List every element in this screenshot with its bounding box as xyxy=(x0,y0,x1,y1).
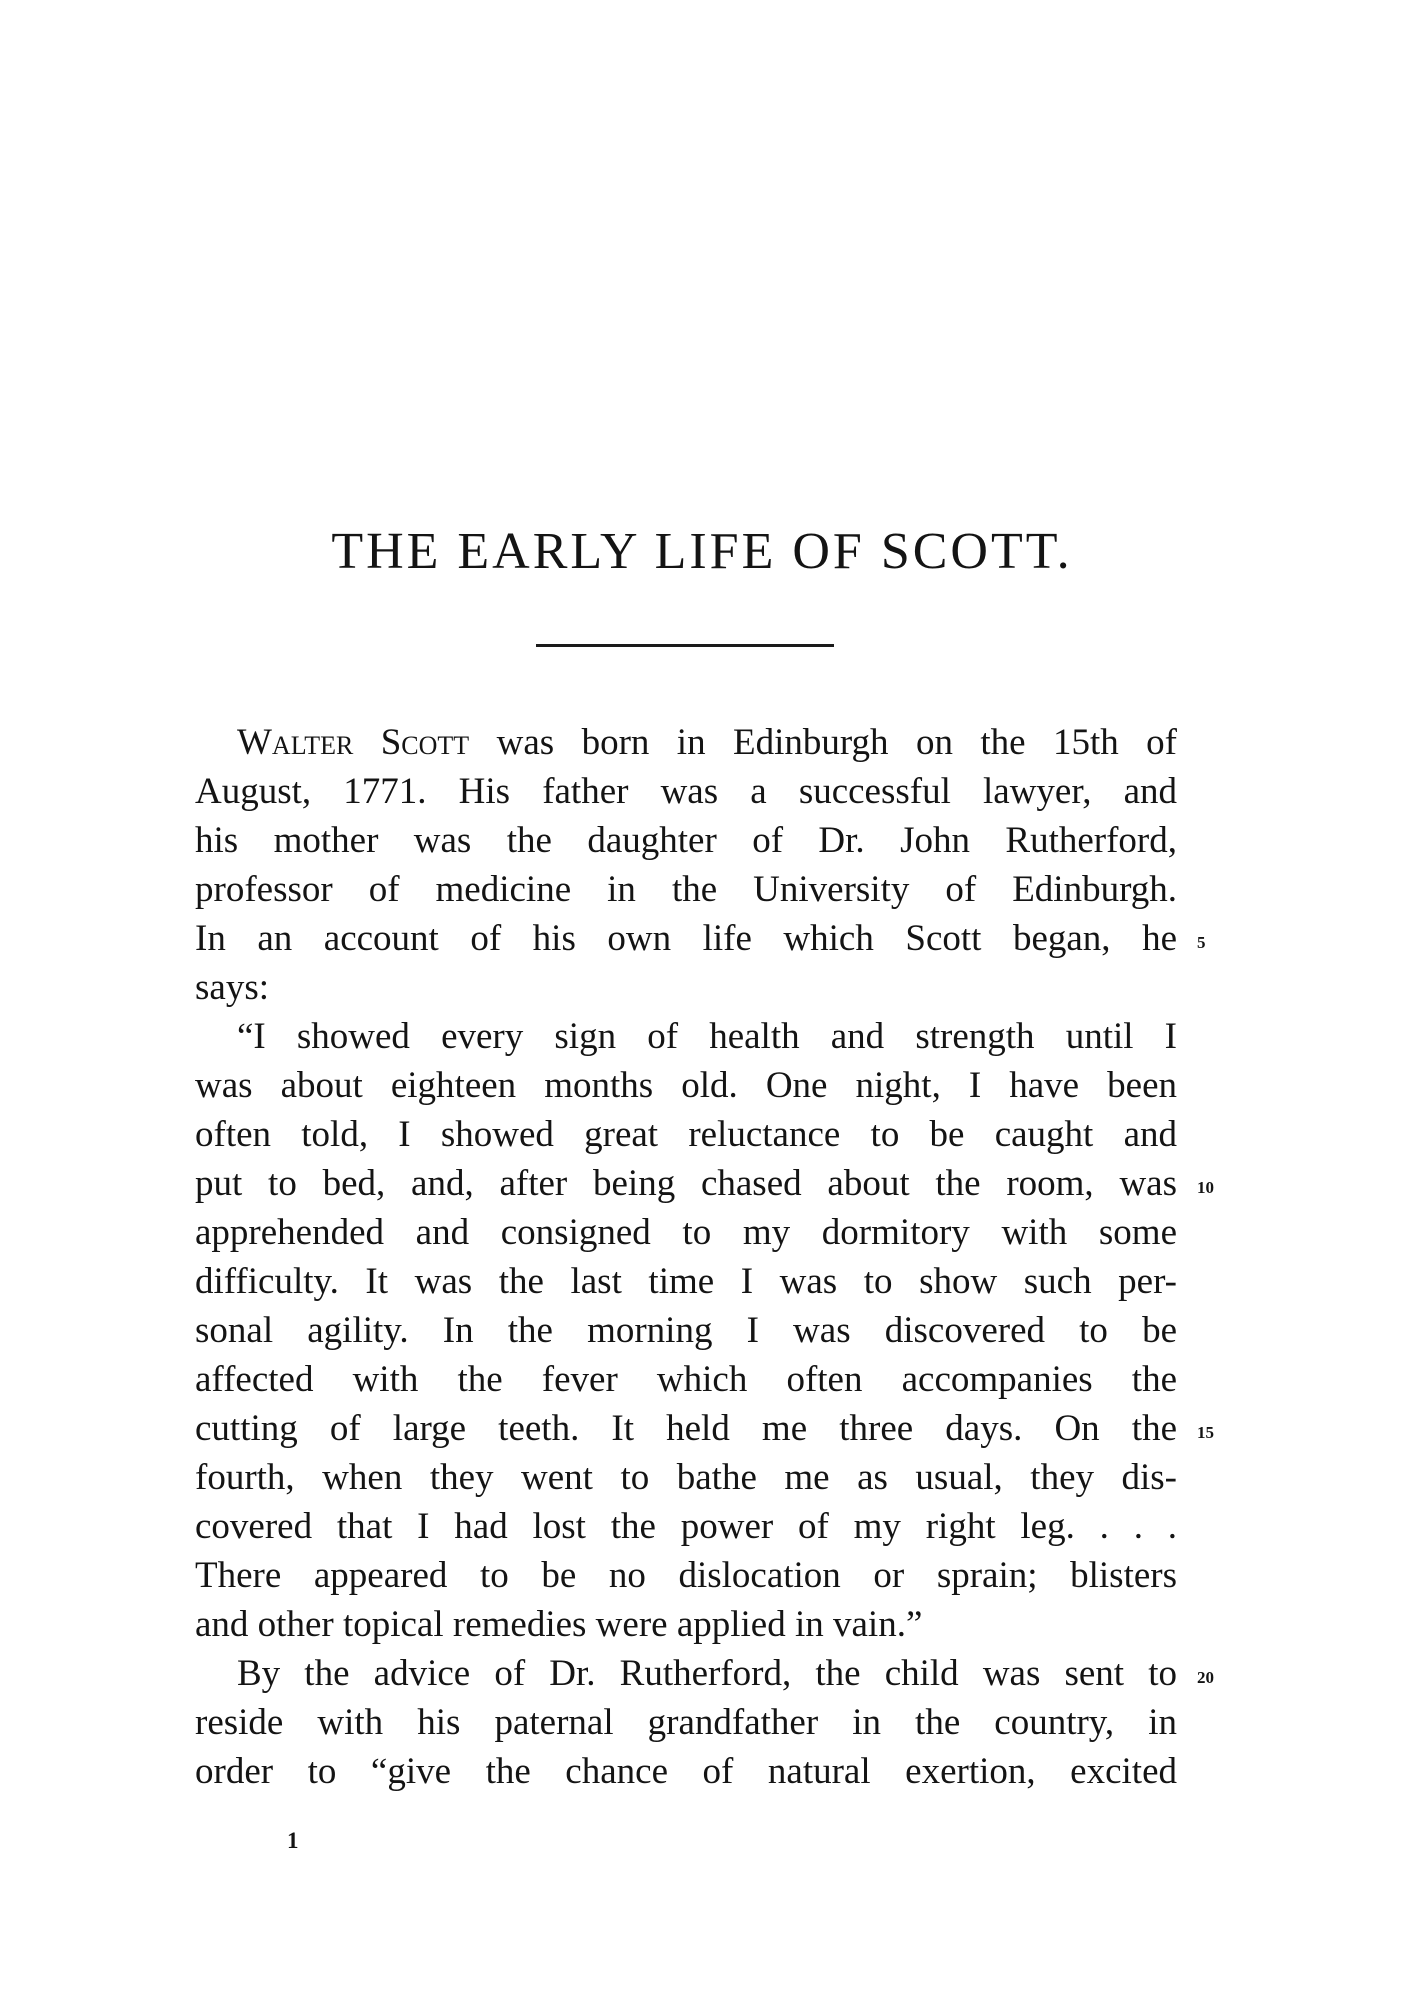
text-line: covered that I had lost the power of my right leg. . . . xyxy=(195,1506,1177,1547)
text-line: and other topical remedies were applied in vain.” xyxy=(195,1604,923,1645)
text-line xyxy=(195,1404,1214,1453)
line-number: 5 xyxy=(1197,933,1206,952)
body-text xyxy=(195,718,1214,1796)
line-number: 10 xyxy=(1197,1178,1214,1197)
text-line: affected with the fever which often accompanies the xyxy=(195,1359,1177,1400)
text-line xyxy=(195,718,1177,767)
text-line: apprehended and consigned to my dormitory with some xyxy=(195,1212,1177,1253)
line-number: 15 xyxy=(1197,1423,1214,1442)
lead-name-second: Scott xyxy=(380,722,470,763)
chapter-title: THE EARLY LIFE OF SCOTT. xyxy=(331,523,1073,580)
text-line: order to “give the chance of natural exertion, excited xyxy=(195,1751,1177,1792)
text-line: his mother was the daughter of Dr. John Rutherford, xyxy=(195,820,1177,861)
lead-name-first: Walter xyxy=(237,722,354,763)
text-line: difficulty. It was the last time I was to show such per- xyxy=(195,1261,1177,1302)
text-line: was about eighteen months old. One night, I have been xyxy=(195,1065,1177,1106)
text-line: sonal agility. In the morning I was discovered to be xyxy=(195,1310,1177,1351)
text-line: reside with his paternal grandfather in the country, in xyxy=(195,1702,1177,1743)
text-line: August, 1771. His father was a successful lawyer, and xyxy=(195,771,1177,812)
text-line: often told, I showed great reluctance to be caught and xyxy=(195,1114,1177,1155)
line-text: put to bed, and, after being chased about the room, was xyxy=(195,1163,1177,1204)
line-text: In an account of his own life which Scott began, he xyxy=(195,918,1177,959)
text-line xyxy=(195,1649,1214,1698)
line-text: cutting of large teeth. It held me three days. On the xyxy=(195,1408,1177,1449)
line-text: By the advice of Dr. Rutherford, the child was sent to xyxy=(237,1653,1177,1694)
text-line xyxy=(195,914,1206,963)
title-rule xyxy=(536,644,834,647)
text-line: fourth, when they went to bathe me as usual, they dis- xyxy=(195,1457,1177,1498)
line-text: was born in Edinburgh on the 15th of xyxy=(469,722,1178,763)
text-line: “I showed every sign of health and strength until I xyxy=(237,1016,1177,1057)
page-number: 1 xyxy=(287,1828,299,1853)
text-line: There appeared to be no dislocation or sprain; blisters xyxy=(195,1555,1177,1596)
line-number: 20 xyxy=(1197,1668,1214,1687)
text-line: professor of medicine in the University of Edinburgh. xyxy=(195,869,1177,910)
text-line xyxy=(195,1159,1214,1208)
text-line: says: xyxy=(195,967,269,1008)
